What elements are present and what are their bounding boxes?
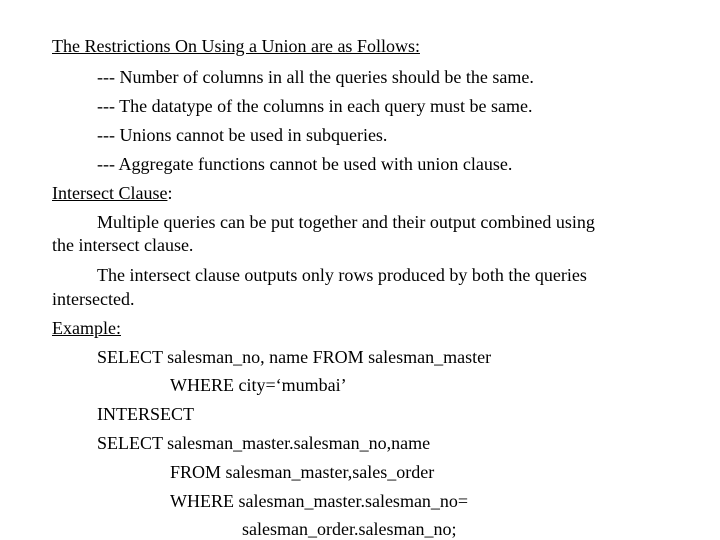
intersect-paragraph-1-line-2: the intersect clause. [52,235,194,255]
code-line: SELECT salesman_no, name FROM salesman_master [97,347,492,367]
restriction-item: --- Unions cannot be used in subqueries. [97,125,388,145]
code-line: WHERE city=‘mumbai’ [170,375,347,395]
code-line: INTERSECT [97,404,194,424]
intersect-paragraph-2-line-2: intersected. [52,289,135,309]
code-line: WHERE salesman_master.salesman_no= [170,491,469,511]
intersect-title: Intersect Clause [52,183,168,203]
restriction-item: --- Number of columns in all the queries should be the same. [97,67,534,87]
restriction-item: --- The datatype of the columns in each query must be same. [97,96,533,116]
code-line: FROM salesman_master,sales_order [170,462,435,482]
intersect-heading [52,183,172,203]
intersect-paragraph-2-line-1: The intersect clause outputs only rows produced by both the queries [97,265,587,285]
restrictions-heading: The Restrictions On Using a Union are as Follows: [52,36,420,56]
intersect-paragraph-1-line-1: Multiple queries can be put together and their output combined using [97,212,595,232]
restriction-item: --- Aggregate functions cannot be used with union clause. [97,154,513,174]
code-line: SELECT salesman_master.salesman_no,name [97,433,431,453]
code-line: salesman_order.salesman_no; [242,519,457,539]
example-label: Example: [52,318,121,338]
intersect-colon: : [167,183,173,203]
